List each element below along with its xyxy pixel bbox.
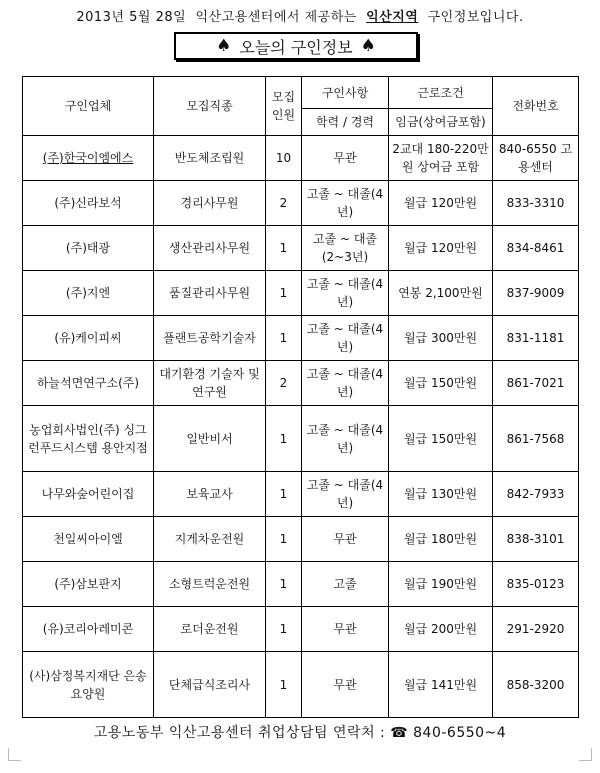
header-req: 구인사항 <box>302 77 389 109</box>
header-job: 모집직종 <box>154 77 266 136</box>
cell-cond: 월급 130만원 <box>389 472 493 517</box>
table-row <box>23 136 579 181</box>
cell-req: 고졸 ~ 대졸(4년) <box>302 361 389 406</box>
table-row <box>23 361 579 406</box>
cell-phone: 840-6550 고용센터 <box>493 136 579 181</box>
cell-req: 고졸 ~ 대졸(4년) <box>302 316 389 361</box>
cell-req: 고졸 ~ 대졸(4년) <box>302 406 389 472</box>
table-row <box>23 226 579 271</box>
header-cond: 근로조건 <box>389 77 493 109</box>
cell-phone: 861-7021 <box>493 361 579 406</box>
corner-mark <box>8 748 21 761</box>
cell-req: 무관 <box>302 607 389 652</box>
cell-cond: 월급 120만원 <box>389 226 493 271</box>
table-row <box>23 517 579 562</box>
intro-region: 익산지역 <box>366 10 419 25</box>
cell-count: 1 <box>266 271 302 316</box>
corner-mark <box>579 748 592 761</box>
cell-phone: 291-2920 <box>493 607 579 652</box>
intro-date: 2013년 5월 28일 <box>76 10 187 25</box>
cell-req: 무관 <box>302 136 389 181</box>
header-phone: 전화번호 <box>493 77 579 136</box>
cell-count: 10 <box>266 136 302 181</box>
table-row <box>23 472 579 517</box>
cell-company: (주)신라보석 <box>23 181 154 226</box>
cell-phone: 835-0123 <box>493 562 579 607</box>
cell-job: 대기환경 기술자 및 연구원 <box>154 361 266 406</box>
table-row <box>23 271 579 316</box>
cell-cond: 월급 150만원 <box>389 361 493 406</box>
cell-job: 일반비서 <box>154 406 266 472</box>
cell-cond: 연봉 2,100만원 <box>389 271 493 316</box>
cell-req: 고졸 ~ 대졸(4년) <box>302 181 389 226</box>
cell-company: (주)태광 <box>23 226 154 271</box>
cell-phone: 837-9009 <box>493 271 579 316</box>
cell-company: 하늘석면연구소(주) <box>23 361 154 406</box>
cell-company: (주)지엔 <box>23 271 154 316</box>
cell-cond: 월급 300만원 <box>389 316 493 361</box>
cell-req: 고졸 ~ 대졸(4년) <box>302 472 389 517</box>
cell-count: 1 <box>266 316 302 361</box>
table-row <box>23 316 579 361</box>
cell-count: 1 <box>266 517 302 562</box>
cell-company: (유)케이피씨 <box>23 316 154 361</box>
table-row <box>23 607 579 652</box>
header-cond-sub: 임금(상여금포함) <box>389 109 493 136</box>
cell-company: 나무와숲어린이집 <box>23 472 154 517</box>
cell-count: 1 <box>266 562 302 607</box>
cell-job: 경리사무원 <box>154 181 266 226</box>
cell-phone: 831-1181 <box>493 316 579 361</box>
cell-phone: 838-3101 <box>493 517 579 562</box>
cell-job: 단체급식조리사 <box>154 652 266 718</box>
header-req-sub: 학력 / 경력 <box>302 109 389 136</box>
cell-phone: 858-3200 <box>493 652 579 718</box>
cell-count: 1 <box>266 652 302 718</box>
cell-job: 플랜트공학기술자 <box>154 316 266 361</box>
page-title <box>174 32 418 60</box>
cell-job: 생산관리사무원 <box>154 226 266 271</box>
cell-cond: 월급 120만원 <box>389 181 493 226</box>
intro-line <box>0 6 600 25</box>
cell-cond: 월급 150만원 <box>389 406 493 472</box>
cell-company: (주)삼보판지 <box>23 562 154 607</box>
cell-phone: 842-7933 <box>493 472 579 517</box>
job-table <box>22 76 579 718</box>
cell-job: 반도체조립원 <box>154 136 266 181</box>
cell-phone: 834-8461 <box>493 226 579 271</box>
header-company: 구인업체 <box>23 77 154 136</box>
cell-job: 소형트럭운전원 <box>154 562 266 607</box>
cell-job: 지게차운전원 <box>154 517 266 562</box>
intro-middle: 에서 제공하는 <box>273 10 357 25</box>
cell-job: 로더운전원 <box>154 607 266 652</box>
intro-center: 익산고용센터 <box>195 10 274 25</box>
table-row <box>23 652 579 718</box>
table-row <box>23 181 579 226</box>
title-text: 오늘의 구인정보 <box>239 37 353 57</box>
cell-count: 1 <box>266 226 302 271</box>
cell-cond: 월급 180만원 <box>389 517 493 562</box>
cell-cond: 월급 190만원 <box>389 562 493 607</box>
footer-contact <box>0 722 600 742</box>
footer-phone: 840-6550~4 <box>413 725 507 741</box>
cell-req: 무관 <box>302 652 389 718</box>
phone-icon: ☎ <box>390 725 409 741</box>
cell-count: 1 <box>266 472 302 517</box>
spade-icon: ♠ <box>216 36 232 56</box>
header-count: 모집 인원 <box>266 77 302 136</box>
cell-req: 고졸 <box>302 562 389 607</box>
cell-count: 1 <box>266 607 302 652</box>
cell-company: 농업회사법인(주) 싱그런푸드시스템 용안지점 <box>23 406 154 472</box>
cell-company: 천일씨아이엘 <box>23 517 154 562</box>
footer-text: 고용노동부 익산고용센터 취업상담팀 연락처 : <box>93 725 386 741</box>
spade-icon: ♠ <box>360 36 376 56</box>
cell-count: 2 <box>266 361 302 406</box>
cell-req: 무관 <box>302 517 389 562</box>
cell-job: 품질관리사무원 <box>154 271 266 316</box>
cell-req: 고졸 ~ 대졸(2~3년) <box>302 226 389 271</box>
table-row <box>23 562 579 607</box>
cell-cond: 월급 141만원 <box>389 652 493 718</box>
cell-cond: 2교대 180-220만원 상여금 포함 <box>389 136 493 181</box>
cell-phone: 833-3310 <box>493 181 579 226</box>
cell-company: (주)한국이엠에스 <box>23 136 154 181</box>
cell-company: (사)삼정복지재단 은송요양원 <box>23 652 154 718</box>
cell-phone: 861-7568 <box>493 406 579 472</box>
cell-count: 1 <box>266 406 302 472</box>
cell-req: 고졸 ~ 대졸(4년) <box>302 271 389 316</box>
cell-company: (유)코리아레미콘 <box>23 607 154 652</box>
cell-job: 보육교사 <box>154 472 266 517</box>
cell-cond: 월급 200만원 <box>389 607 493 652</box>
intro-suffix: 구인정보입니다. <box>427 10 524 25</box>
cell-count: 2 <box>266 181 302 226</box>
table-row <box>23 406 579 472</box>
